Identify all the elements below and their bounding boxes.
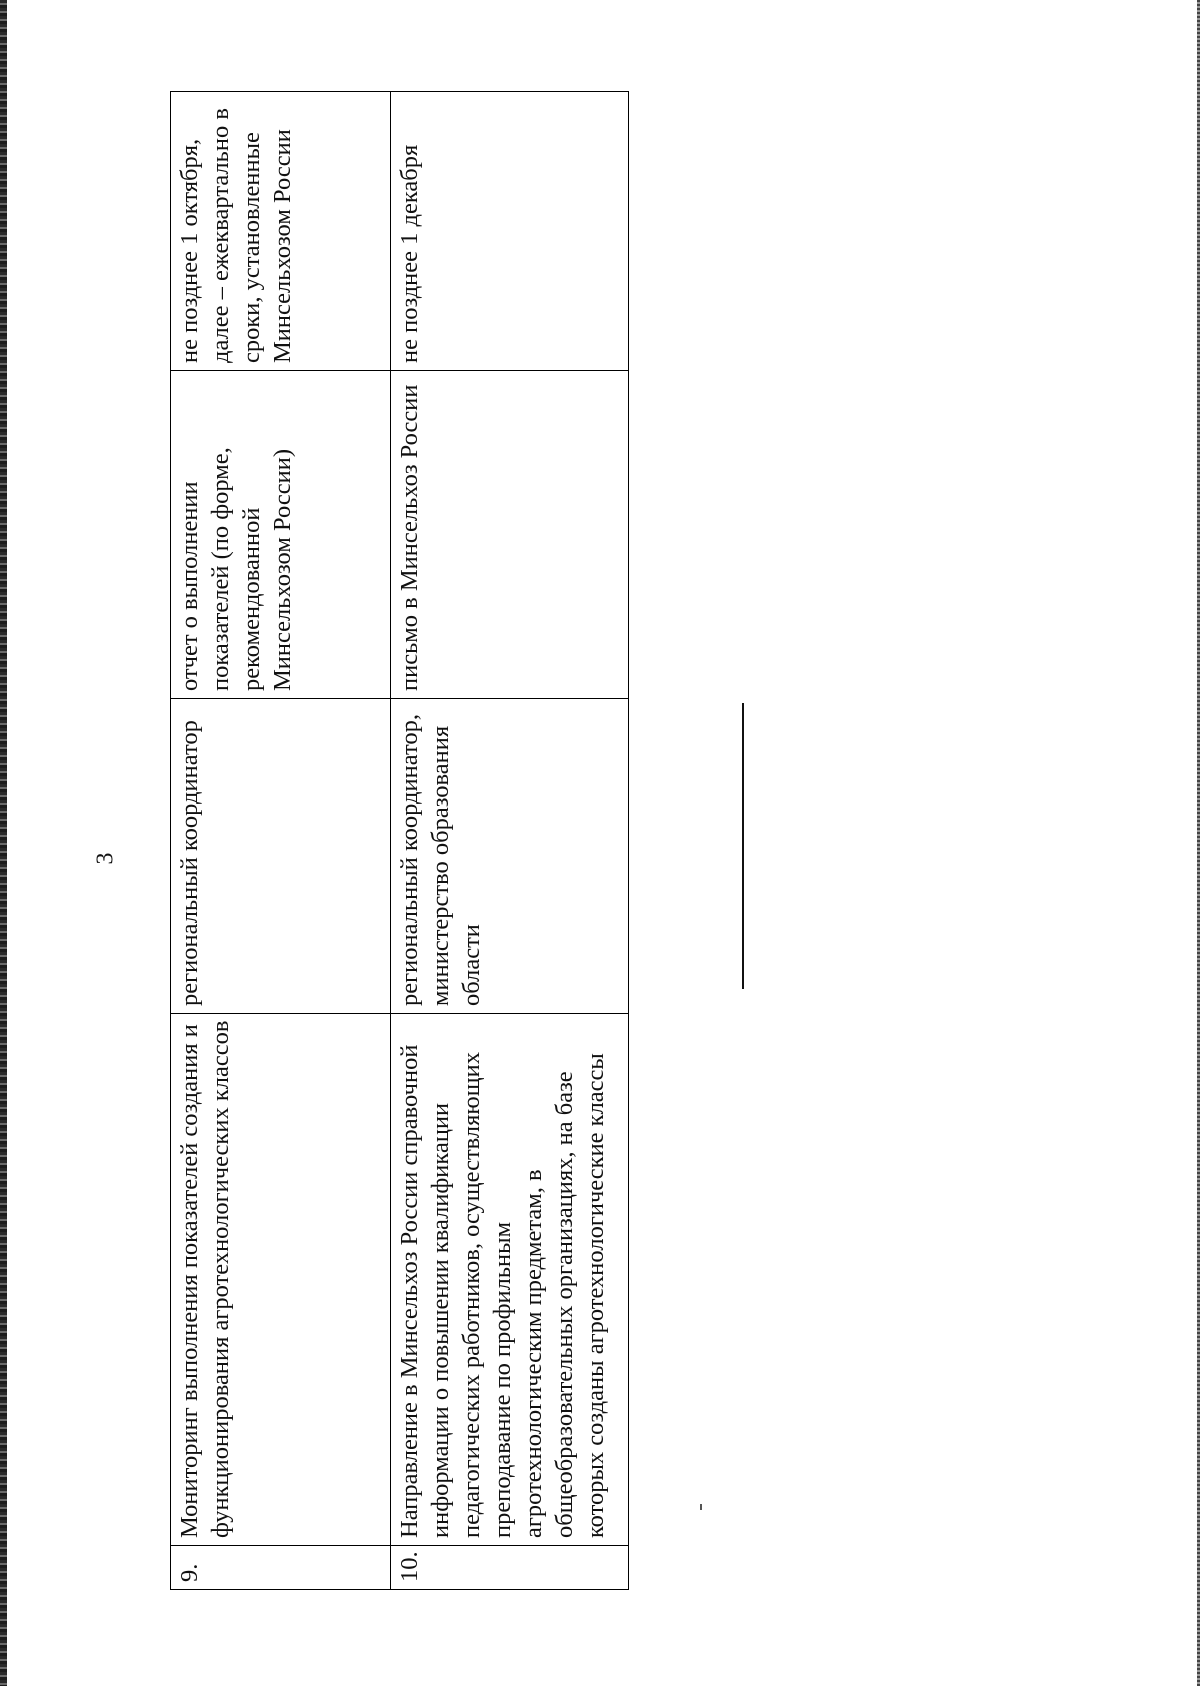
action-cell: Мониторинг выполнения показателей создания и функционирования агротехнологических классов (171, 1014, 391, 1546)
document-cell: отчет о выполнении показателей (по форме, рекомендованной Минсельхозом России) (171, 371, 391, 699)
responsible-cell: региональный координатор, министерство образования области (391, 699, 629, 1014)
action-cell: Направление в Минсельхоз России справочной информации о повышении квалификации педагогических работников, осуществляющих преподавание по профильным агротехнологическим предметам, в общеобразовательных организациях, на базе которых созданы агротехнологические классы (391, 1014, 629, 1546)
deadline-cell: не позднее 1 октября, далее – ежеквартально в сроки, установленные Минсельхозом России (171, 92, 391, 371)
deadline-cell: не позднее 1 декабря (391, 92, 629, 371)
scan-edge (0, 0, 7, 1686)
row-number-cell: 9. (171, 1546, 391, 1590)
document-cell: письмо в Минсельхоз России (391, 371, 629, 699)
closing-rule (742, 703, 744, 989)
table-row (391, 92, 629, 1590)
rotated-table-container (170, 92, 628, 1590)
page-number: 3 (92, 852, 119, 865)
responsible-cell: региональный координатор (171, 699, 391, 1014)
row-number-cell: 10. (391, 1546, 629, 1590)
action-plan-table (170, 91, 629, 1590)
scan-speck (700, 1504, 702, 1510)
table-row (171, 92, 391, 1590)
